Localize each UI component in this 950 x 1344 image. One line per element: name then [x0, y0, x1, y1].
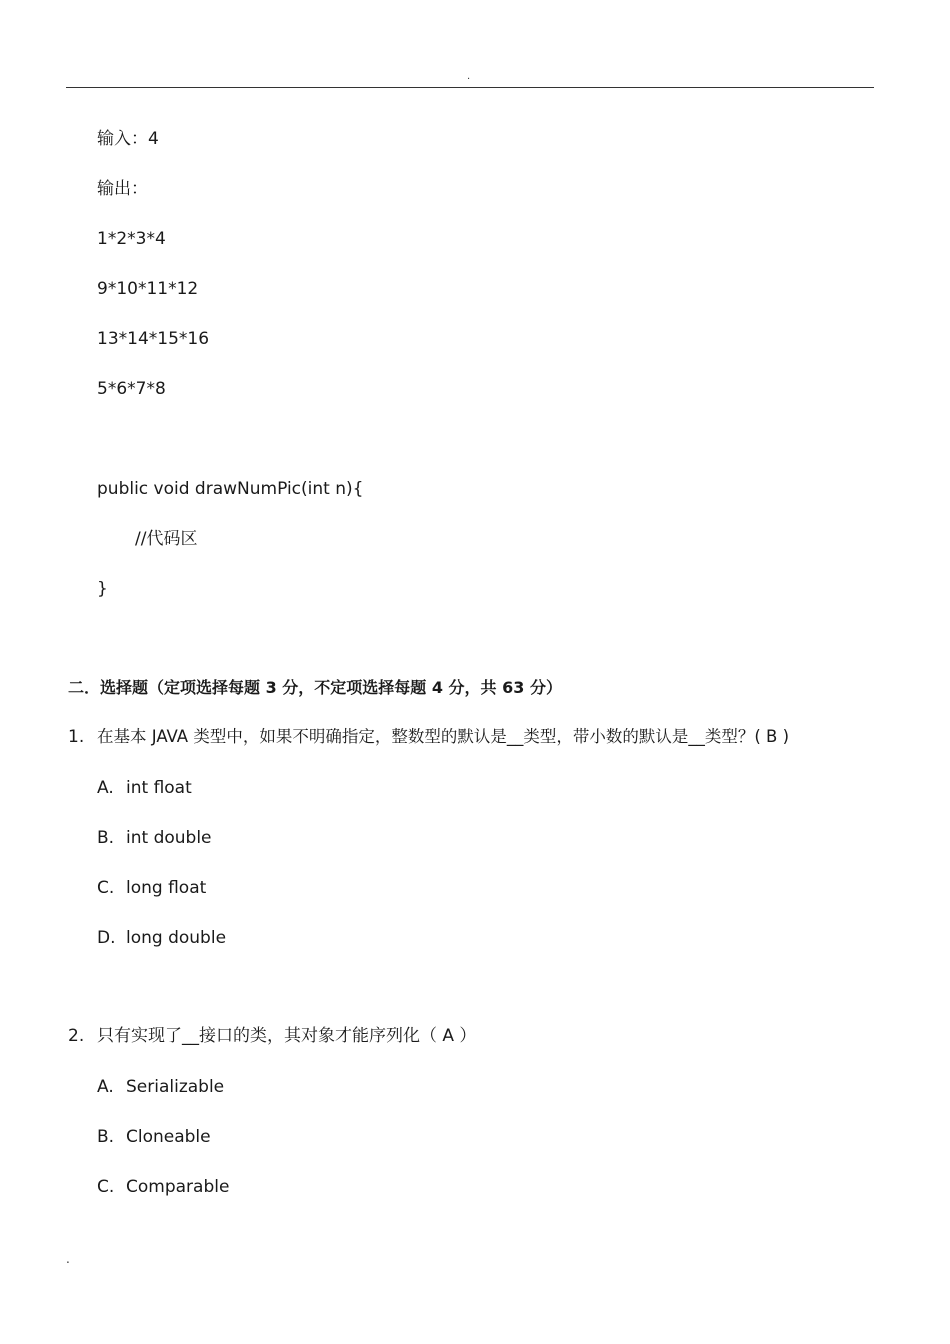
option-text: int double: [126, 828, 212, 848]
example-row: 9*10*11*12: [97, 279, 199, 299]
option-text: int float: [126, 778, 192, 798]
option-letter: C.: [97, 878, 115, 898]
question-text: 在基本 JAVA 类型中，如果不明确指定，整数型的默认是__类型，带小数的默认是__类型？( B ): [97, 727, 790, 746]
question-number: 2.: [68, 1026, 85, 1046]
option-text: Comparable: [126, 1177, 230, 1197]
section-title: 二．选择题（定项选择每题 3 分，不定项选择每题 4 分，共 63 分）: [68, 678, 562, 697]
option-text: Serializable: [126, 1077, 225, 1097]
option-text: long float: [126, 878, 207, 898]
option-letter: C.: [97, 1177, 115, 1197]
code-comment: //代码区: [135, 529, 198, 549]
code-close-brace: }: [97, 579, 108, 599]
example-row: 1*2*3*4: [97, 229, 166, 249]
option-letter: B.: [97, 828, 115, 848]
option-letter: A.: [97, 1077, 114, 1097]
example-output-label: 输出：: [97, 179, 148, 199]
header-mark: .: [467, 71, 471, 82]
question-text: 只有实现了__接口的类，其对象才能序列化（ A ）: [97, 1026, 477, 1046]
question-number: 1.: [68, 727, 85, 747]
option-letter: B.: [97, 1127, 115, 1147]
option-text: Cloneable: [126, 1127, 211, 1147]
example-row: 5*6*7*8: [97, 379, 166, 399]
example-input: 输入：4: [97, 129, 159, 149]
option-text: long double: [126, 928, 227, 948]
header-rule: [66, 87, 874, 88]
option-letter: D.: [97, 928, 116, 948]
code-signature: public void drawNumPic(int n){: [97, 479, 364, 499]
footer-mark: .: [66, 1252, 70, 1266]
option-letter: A.: [97, 778, 114, 798]
example-row: 13*14*15*16: [97, 329, 210, 349]
